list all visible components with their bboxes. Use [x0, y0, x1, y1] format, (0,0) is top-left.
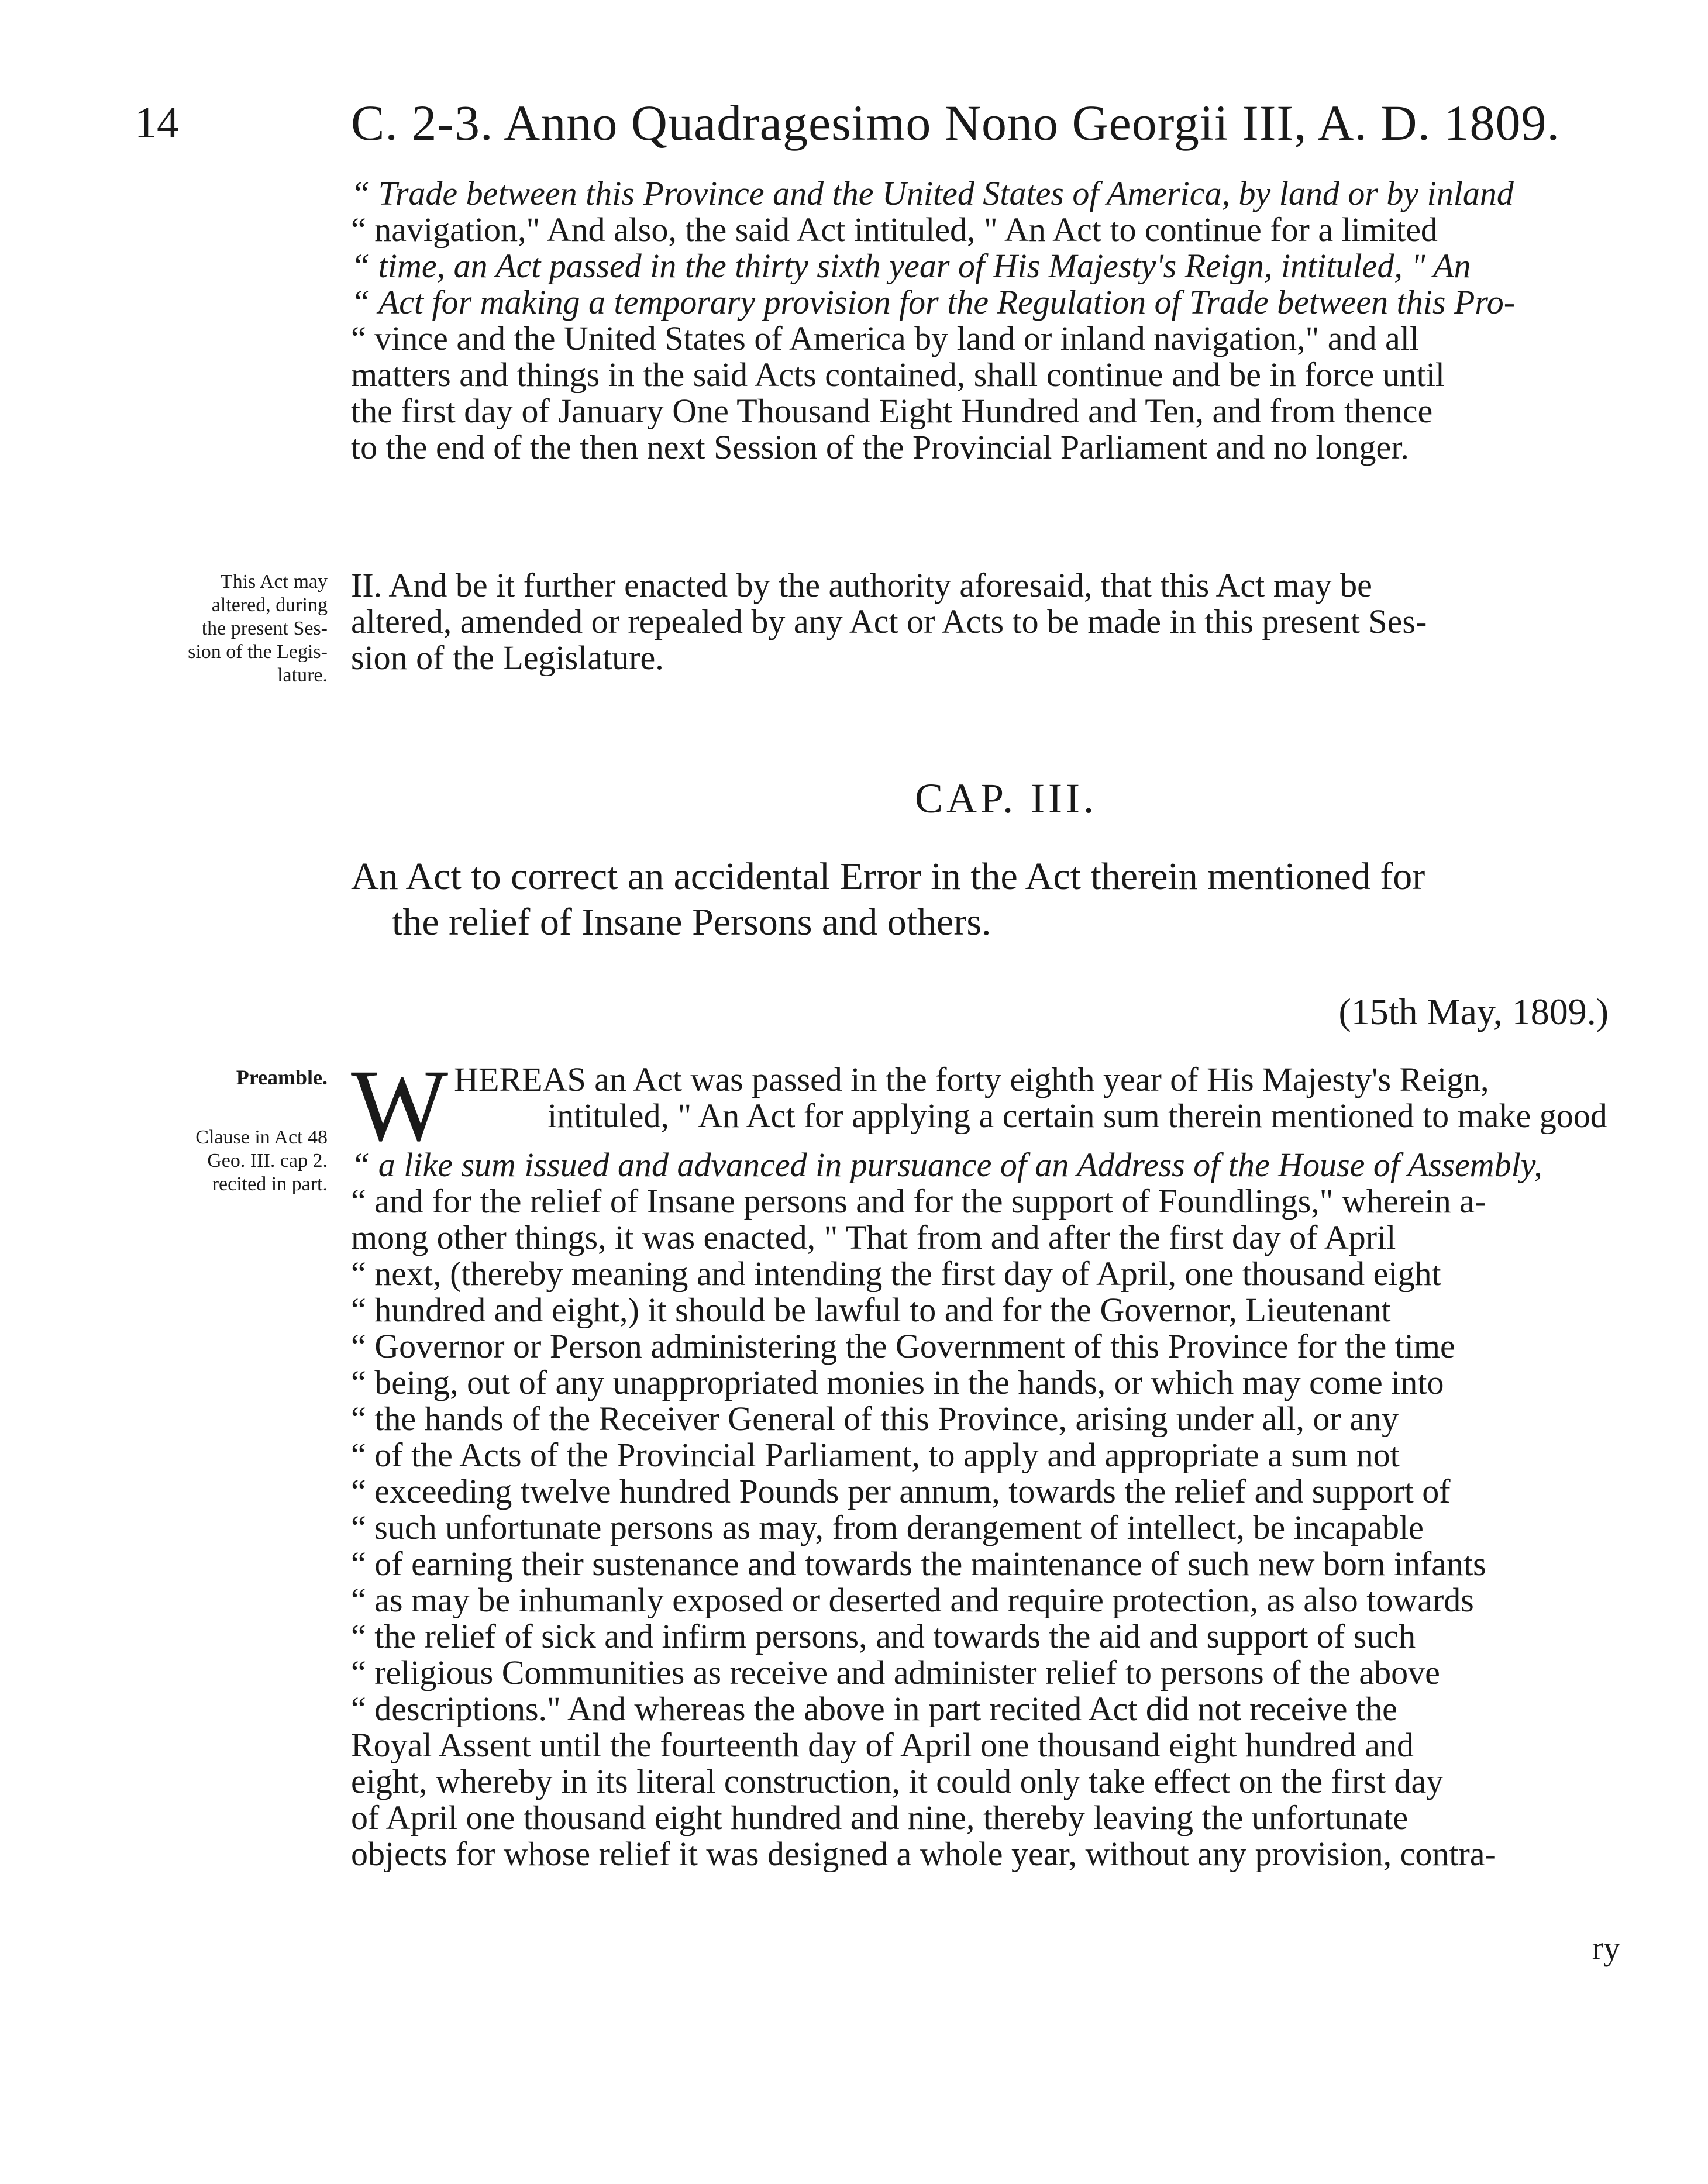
text-line: “ being, out of any unappropriated monies in the hands, or which may come into [351, 1365, 1661, 1401]
text-line: to the end of the then next Session of the Provincial Parliament and no longer. [351, 429, 1409, 466]
act-date: (15th May, 1809.) [1338, 991, 1609, 1032]
margin-note-clause [117, 1126, 328, 1196]
text-line: “ religious Communities as receive and administer relief to persons of the above [351, 1655, 1661, 1691]
text-line: “ Governor or Person administering the Government of this Province for the time [351, 1328, 1661, 1365]
text-line: “ as may be inhumanly exposed or deserted and require protection, as also towards [351, 1582, 1661, 1618]
text-line: objects for whose relief it was designed a whole year, without any provision, contra- [351, 1836, 1496, 1872]
continued-section [351, 175, 1661, 466]
text-line: “ next, (thereby meaning and intending the first day of April, one thousand eight [351, 1256, 1661, 1292]
running-head: C. 2-3. Anno Quadragesimo Nono Georgii III, A. D. 1809. [351, 95, 1561, 151]
preamble-opening [351, 1049, 1661, 1163]
section-two [351, 567, 1661, 676]
text-line: II. And be it further enacted by the authority aforesaid, that this Act may be [351, 567, 1372, 604]
text-line: mong other things, it was enacted, " That from and after the first day of April [351, 1220, 1396, 1256]
text-line: “ of the Acts of the Provincial Parliament, to apply and appropriate a sum not [351, 1437, 1661, 1473]
margin-note-line: This Act may [220, 571, 328, 592]
text-line: “ the relief of sick and infirm persons, and towards the aid and support of such [351, 1618, 1661, 1655]
margin-note-line: lature. [277, 664, 328, 686]
text-line: sion of the Legislature. [351, 640, 664, 676]
text-line: “ vince and the United States of America by land or inland navigation," and all [351, 321, 1661, 357]
preamble-text [351, 1049, 1661, 1872]
preamble-label: Preamble. [236, 1066, 328, 1089]
act-title-line: An Act to correct an accidental Error in the Act therein mentioned for [351, 855, 1425, 898]
margin-note-section-two [117, 570, 328, 687]
margin-note-line: Geo. III. cap 2. [207, 1150, 328, 1172]
text-line: “ navigation," And also, the said Act intituled, " An Act to continue for a limited [351, 212, 1661, 248]
margin-note-line: sion of the Legis- [188, 641, 328, 663]
text-line: “ of earning their sustenance and towards the maintenance of such new born infants [351, 1546, 1661, 1582]
act-title [351, 854, 1661, 945]
text-line: “ the hands of the Receiver General of this Province, arising under all, or any [351, 1401, 1661, 1437]
drop-cap: W [351, 1049, 449, 1163]
text-line: the first day of January One Thousand Eight Hundred and Ten, and from thence [351, 393, 1433, 429]
margin-note-line: altered, during [211, 594, 328, 616]
text-line: HEREAS an Act was passed in the forty eighth year of His Majesty's Reign, [454, 1062, 1489, 1098]
text-line: “ time, an Act passed in the thirty sixth year of His Majesty's Reign, intituled, " An [351, 248, 1661, 284]
text-line: of April one thousand eight hundred and nine, thereby leaving the unfortunate [351, 1800, 1409, 1836]
margin-note-line: recited in part. [212, 1173, 328, 1195]
chapter-heading: CAP. III. [914, 775, 1097, 822]
text-line: matters and things in the said Acts contained, shall continue and be in force until [351, 357, 1445, 393]
text-line: “ and for the relief of Insane persons and for the support of Foundlings," wherein a- [351, 1183, 1661, 1220]
text-line: altered, amended or repealed by any Act or Acts to be made in this present Ses- [351, 604, 1427, 640]
text-line: “ descriptions." And whereas the above in part recited Act did not receive the [351, 1691, 1661, 1727]
text-line: “ hundred and eight,) it should be lawful to and for the Governor, Lieutenant [351, 1292, 1661, 1328]
text-line: intituled, " An Act for applying a certain sum therein mentioned to make good [547, 1098, 1607, 1134]
text-line: “ Trade between this Province and the United States of America, by land or by inland [351, 175, 1661, 212]
text-line: “ exceeding twelve hundred Pounds per annum, towards the relief and support of [351, 1473, 1661, 1510]
page-header [135, 94, 1679, 164]
page-number: 14 [135, 98, 179, 147]
margin-note-line: Clause in Act 48 [195, 1127, 328, 1148]
text-line: “ such unfortunate persons as may, from derangement of intellect, be incapable [351, 1510, 1661, 1546]
act-title-line: the relief of Insane Persons and others. [392, 901, 991, 943]
catchword: ry [1592, 1929, 1620, 1967]
text-line: eight, whereby in its literal construction, it could only take effect on the first day [351, 1763, 1444, 1800]
text-line: “ Act for making a temporary provision for the Regulation of Trade between this Pro- [351, 284, 1661, 321]
margin-note-line: the present Ses- [201, 618, 328, 639]
text-line: “ a like sum issued and advanced in pursuance of an Address of the House of Assembly, [351, 1147, 1661, 1183]
text-line: Royal Assent until the fourteenth day of April one thousand eight hundred and [351, 1727, 1414, 1763]
